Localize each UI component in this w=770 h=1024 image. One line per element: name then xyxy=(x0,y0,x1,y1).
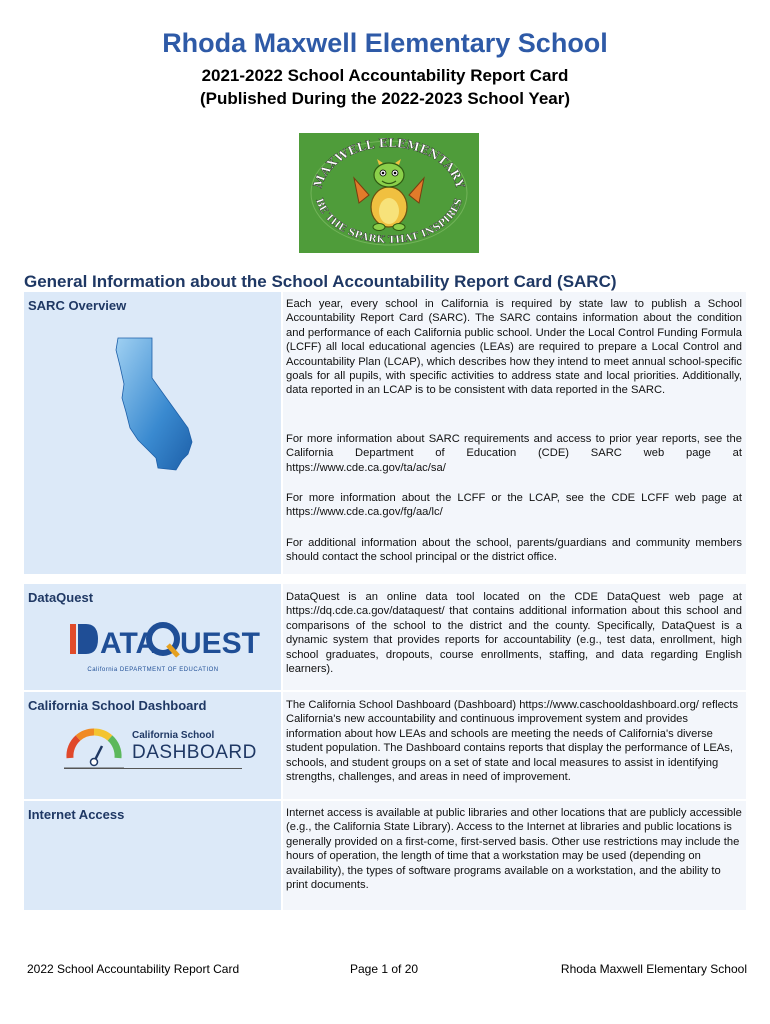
gauge-icon xyxy=(64,724,124,770)
row-label-internet-access: Internet Access xyxy=(28,807,125,822)
dataquest-logo-icon xyxy=(68,618,261,662)
sarc-overview-paragraph-2: For more information about SARC requirements and access to prior year reports, see the California Department of Education (CDE) SARC web page at https://www.cde.ca.gov/ta/ac/sa/ xyxy=(286,433,742,474)
dataquest-logo-caption: California DEPARTMENT OF EDUCATION xyxy=(87,667,219,673)
dataquest-logo-text: ATA xyxy=(100,627,158,660)
dashboard-logo xyxy=(64,724,257,774)
school-name-title: Rhoda Maxwell Elementary School xyxy=(162,28,608,58)
dashboard-logo-line1: California School xyxy=(132,730,215,741)
logo-text-bottom: BE THE SPARK THAT INSPIRES xyxy=(313,197,465,247)
sarc-overview-paragraph-1: Each year, every school in California is required by state law to publish a School Accountability Report Card (SARC). The SARC contains information about the condition and performance of each California public school. Under the Local Control Funding Formula (LCFF) all local educational agencies (LEAs) are required to prepare a Local Control and Accountability Plan (LCAP), which describes how they intend to meet annual school-specific goals for all pupils, with specific activities to address state and local priorities. Additionally, data reported in an LCAP is to be consistent with data reported in the SARC. xyxy=(286,298,742,397)
dashboard-logo-line2: DASHBOARD xyxy=(132,742,257,763)
school-logo-image xyxy=(299,133,479,253)
report-title: 2021-2022 School Accountability Report Card xyxy=(201,66,569,85)
logo-text-top: MAXWELL ELEMENTARY xyxy=(310,135,468,191)
dataquest-paragraph: DataQuest is an online data tool located on the CDE DataQuest web page at https://dq.cde.ca.gov/dataquest/ that contains additional information about this school and comparisons of the school to the district and the county. Specifically, DataQuest is a dynamic system that provides reports for accountability (e.g., test data, enrollment, high school graduates, dropouts, course enrollments, staffing, and data regarding English learners). xyxy=(286,591,742,676)
table-row-sarc-overview xyxy=(24,292,746,574)
table-row-dataquest xyxy=(24,584,746,690)
school-logo xyxy=(299,133,479,253)
california-map-icon xyxy=(116,336,198,472)
footer-left: 2022 School Accountability Report Card xyxy=(27,962,240,976)
dataquest-logo xyxy=(68,618,261,674)
row-label-sarc-overview: SARC Overview xyxy=(28,298,127,313)
dashboard-logo-underline xyxy=(64,768,242,769)
section-heading: General Information about the School Accountability Report Card (SARC) xyxy=(24,272,617,291)
sarc-overview-paragraph-3: For more information about the LCFF or the LCAP, see the CDE LCFF web page at https://www.cde.ca.gov/fg/aa/lc/ xyxy=(286,492,742,519)
published-line: (Published During the 2022-2023 School Year) xyxy=(199,89,571,108)
sarc-overview-paragraph-4: For additional information about the school, parents/guardians and community members should contact the school principal or the district office. xyxy=(286,537,742,564)
table-row-internet-access xyxy=(24,801,746,910)
table-row-dashboard xyxy=(24,692,746,799)
svg-text:UEST: UEST xyxy=(180,627,261,660)
dashboard-paragraph: The California School Dashboard (Dashboard) https://www.caschooldashboard.org/ reflects California's new accountability and continuous improvement system and provides information about how LEAs and schools are meeting the needs of California's diverse student population. The Dashboard contains reports that display the performance of LEAs, schools, and student groups on a set of state and local measures to assist in identifying strengths, challenges, and areas in need of improvement. xyxy=(286,699,739,784)
footer-right: Rhoda Maxwell Elementary School xyxy=(560,962,747,976)
internet-access-paragraph: Internet access is available at public libraries and other locations that are publicly accessible (e.g., the California State Library). Access to the Internet at libraries and public locations is generally provided on a first-come, first-served basis. Other use restrictions may include the hours of operation, the length of time that a workstation may be used (depending on availability), the types of software programs available on a workstation, and the ability to print documents. xyxy=(286,807,742,892)
row-label-dashboard: California School Dashboard xyxy=(28,698,207,713)
footer-page-number: Page 1 of 20 xyxy=(350,962,419,976)
row-label-dataquest: DataQuest xyxy=(28,590,94,605)
